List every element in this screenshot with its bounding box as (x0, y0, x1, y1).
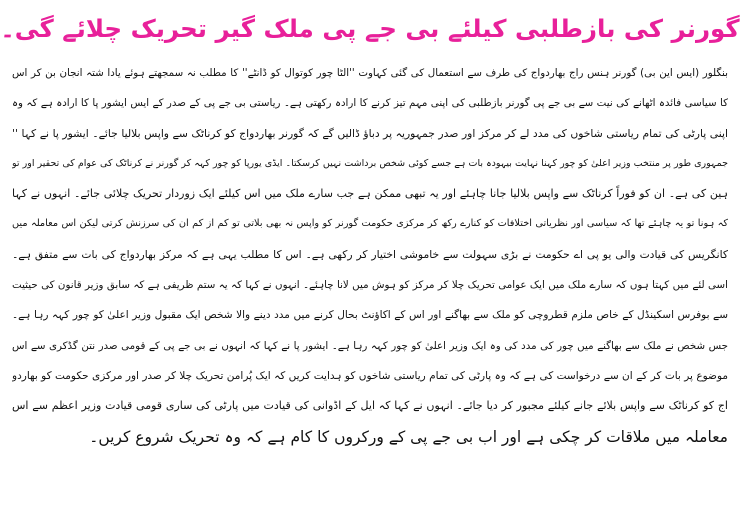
article-line: اپنی پارٹی کی تمام ریاستی شاخوں کی مدد لے کر مرکز اور صدر جمہوریہ پر دباؤ ڈالیں گے کہ گورنر بھاردواج کو کرناٹک سے واپس بلالیا جائے۔ ایشور پا نے کہا '' (12, 126, 728, 140)
article-line: موضوع پر بات کر کے ان سے درخواست کی ہے کہ وہ پارٹی کی تمام ریاستی شاخوں کو ہدایت کریں کہ ایک پُرامن تحریک چلا کر صدر اور مرکزی حکومت کو بھاردو (12, 369, 728, 382)
article-line: بنگلور (ایس این بی) گورنر ہنس راج بھاردواج کی طرف سے استعمال کی گئی کہاوت ''الٹا چور کوتوال کو ڈانٹے'' کا مطلب نہ سمجھتے ہوئے یادا شتہ انجان بن کر اس (12, 67, 728, 79)
headline: گورنر کی بازطلبی کیلئے بی جے پی ملک گیر تحریک چلائے گی۔ (0, 14, 740, 43)
article-line: سے بوفرس اسکینڈل کے خاص ملزم قطروچی کو ملک سے بھاگنے اور اس کے اکاؤنٹ بحال کرنے میں مدد دینے والا شخص ایک مقبول وزیر اعلیٰ کو چور کہہ رہا ہے۔ (12, 309, 728, 322)
article-line: معاملہ میں ملاقات کر چکی ہے اور اب بی جے پی کے ورکروں کا کام ہے کہ وہ تحریک شروع کریں۔ (89, 427, 728, 446)
article-line: کانگریس کی قیادت والی یو پی اے حکومت نے بڑی سہولت سے خاموشی اختیار کر رکھی ہے۔ اس کا مطلب یہی ہے کہ مرکز بھاردواج کی بات سے متفق ہے۔ (12, 247, 728, 261)
article-line: کا سیاسی فائدہ اٹھانے کی نیت سے بی جے پی گورنر بازطلبی کی اپنی مہم تیز کرنے کا ارادہ رکھتی ہے۔ ریاستی بی جے پی کے صدر کے ایس ایشور پا کا ارادہ ہے کہ وہ (12, 97, 728, 110)
article-line: کہ ہونا تو یہ چاہئے تھا کہ سیاسی اور نظریاتی اختلافات کو کنارے رکھ کر مرکزی حکومت گورنر کو واپس نہ بھی بلاتی تو کم از کم ان کی سرزنش کرتی لیکن اس معاملہ میں (12, 218, 728, 230)
article-line: اج کو کرناٹک سے واپس بلائے جانے کیلئے مجبور کر دیا جائے۔ انہوں نے کہا کہ ایل کے اڈوانی کی قیادت میں پارٹی کی ساری قومی قیادت وزیر اعظم سے اس (12, 399, 728, 413)
article-line: اسی لئے میں کہتا ہوں کہ سارے ملک میں ایک عوامی تحریک چلا کر مرکز کو ہوش میں لانا چاہئے۔ انہوں نے کہا کہ یہ ستم ظریفی ہے کہ سابق وزیر قانون کی حیثیت (12, 279, 728, 292)
article-body (12, 58, 728, 514)
article-line: ہین کی ہے۔ ان کو فوراً کرناٹک سے واپس بلالیا جانا چاہئے اور یہ تبھی ممکن ہے جب سارے ملک میں اس کیلئے ایک زوردار تحریک چلائی جائے۔ انہوں نے کہا (12, 187, 728, 201)
article-line: جس شخص نے ملک سے بھاگنے میں چور کی مدد کی وہ ایک وزیر اعلیٰ کو چور کہہ رہا ہے۔ ایشور پا نے کہا کہ انہوں نے بی جے پی کے قومی صدر نتن گڈکری سے اس (12, 339, 728, 352)
article-line: جمہوری طور پر منتخب وزیر اعلیٰ کو چور کہنا نہایت بیہودہ بات ہے جسے کوئی شخص برداشت نہیں کرسکتا۔ ایڈی یورپا کو چور کہہ کر گورنر نے کرناٹک کی عوام کی تحقیر اور تو (12, 157, 728, 169)
